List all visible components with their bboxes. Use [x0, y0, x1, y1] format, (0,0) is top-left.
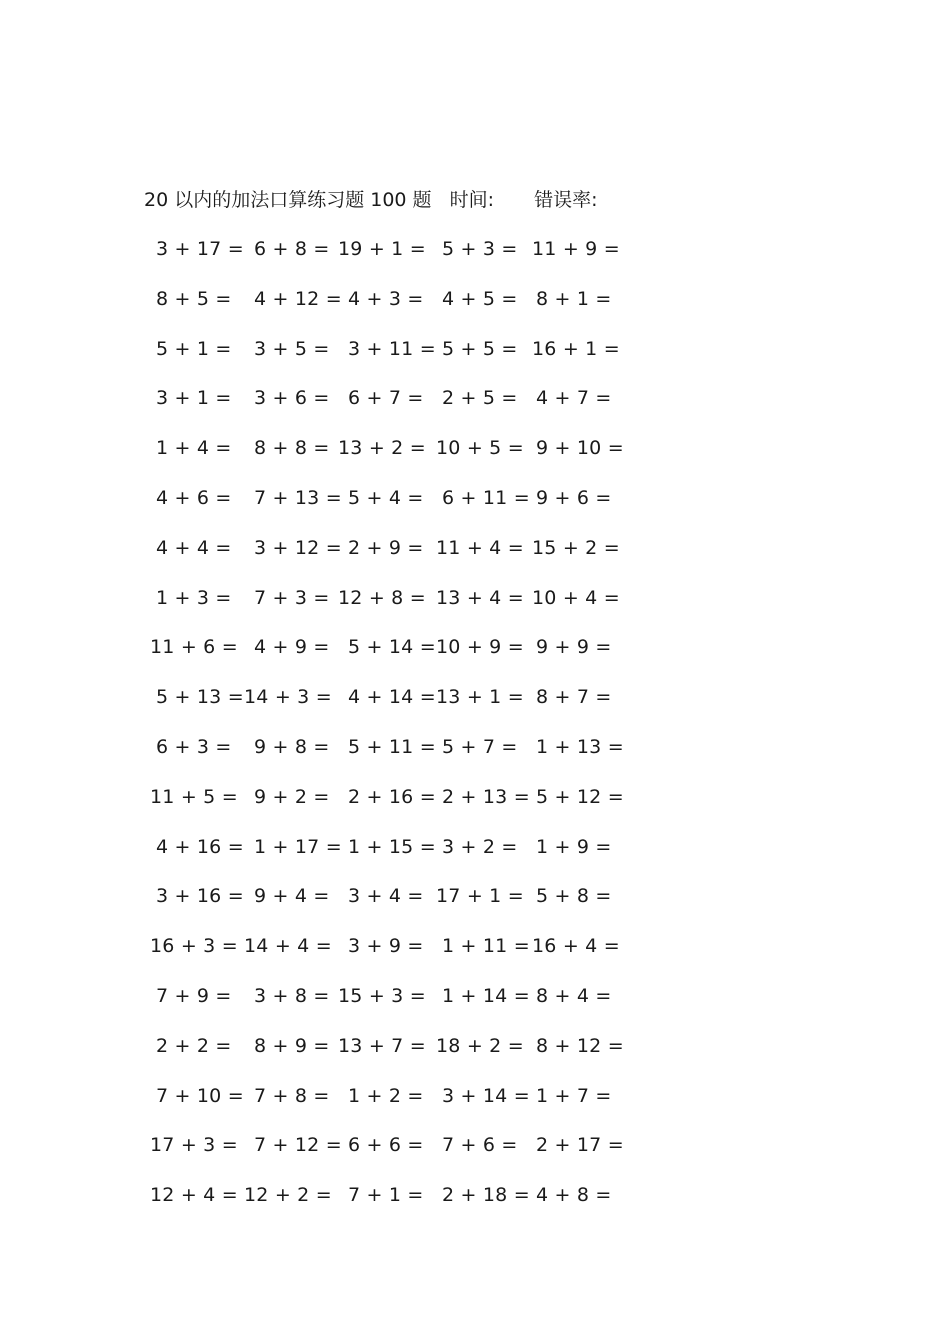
problem-item: 3 + 6 =	[254, 387, 330, 410]
problem-item: 2 + 17 =	[536, 1134, 624, 1157]
problem-row	[0, 782, 950, 812]
problem-item: 1 + 7 =	[536, 1084, 612, 1107]
time-label: 时间:	[449, 189, 495, 211]
problem-item: 4 + 3 =	[348, 287, 424, 310]
problem-item: 1 + 17 =	[254, 835, 342, 858]
problem-item: 17 + 3 =	[150, 1134, 238, 1157]
problem-item: 1 + 15 =	[348, 835, 436, 858]
problem-item: 1 + 13 =	[536, 736, 624, 758]
problem-item: 13 + 2 =	[338, 437, 426, 460]
problem-item: 2 + 2 =	[156, 1034, 232, 1057]
problem-item: 5 + 4 =	[348, 487, 424, 509]
problem-item: 2 + 16 =	[348, 785, 436, 808]
problem-item: 6 + 3 =	[156, 736, 232, 758]
problem-item: 13 + 1 =	[436, 686, 524, 709]
problem-item: 13 + 4 =	[436, 586, 524, 609]
problem-item: 10 + 4 =	[532, 586, 620, 609]
problem-item: 9 + 8 =	[254, 736, 330, 758]
problem-item: 3 + 14 =	[442, 1084, 530, 1107]
problem-item: 7 + 6 =	[442, 1134, 518, 1157]
problem-item: 8 + 12 =	[536, 1034, 624, 1057]
problem-row	[0, 682, 950, 712]
problem-item: 12 + 4 =	[150, 1184, 238, 1207]
problem-row	[0, 483, 950, 513]
problem-item: 8 + 8 =	[254, 437, 330, 460]
problem-item: 4 + 8 =	[536, 1184, 612, 1207]
problem-item: 5 + 8 =	[536, 885, 612, 908]
problem-item: 6 + 7 =	[348, 387, 424, 410]
problem-row	[0, 383, 950, 413]
problem-row	[0, 234, 950, 264]
problem-item: 1 + 2 =	[348, 1084, 424, 1107]
problem-row	[0, 533, 950, 563]
problem-item: 9 + 2 =	[254, 785, 330, 808]
problem-row	[0, 632, 950, 662]
problem-item: 1 + 11 =	[442, 935, 530, 958]
problem-item: 4 + 9 =	[254, 636, 330, 659]
problem-item: 5 + 11 =	[348, 736, 436, 758]
problem-row	[0, 284, 950, 314]
problem-item: 7 + 10 =	[156, 1084, 244, 1107]
problem-item: 13 + 7 =	[338, 1034, 426, 1057]
problem-item: 19 + 1 =	[338, 238, 426, 260]
problem-item: 7 + 8 =	[254, 1084, 330, 1107]
problem-item: 3 + 2 =	[442, 835, 518, 858]
problem-item: 17 + 1 =	[436, 885, 524, 908]
problem-item: 4 + 6 =	[156, 487, 232, 509]
problem-item: 9 + 4 =	[254, 885, 330, 908]
problem-item: 5 + 5 =	[442, 337, 518, 360]
problem-row	[0, 1180, 950, 1210]
problem-item: 4 + 4 =	[156, 536, 232, 559]
problem-item: 7 + 1 =	[348, 1184, 424, 1207]
problem-item: 18 + 2 =	[436, 1034, 524, 1057]
problem-item: 16 + 4 =	[532, 935, 620, 958]
problem-row	[0, 1130, 950, 1160]
problem-item: 9 + 6 =	[536, 487, 612, 509]
problem-item: 3 + 1 =	[156, 387, 232, 410]
problem-row	[0, 1081, 950, 1111]
problem-item: 6 + 6 =	[348, 1134, 424, 1157]
problem-item: 11 + 4 =	[436, 536, 524, 559]
problem-item: 9 + 10 =	[536, 437, 624, 460]
problem-item: 1 + 4 =	[156, 437, 232, 460]
problem-item: 3 + 12 =	[254, 536, 342, 559]
problem-item: 2 + 9 =	[348, 536, 424, 559]
problem-item: 4 + 14 =	[348, 686, 436, 709]
error-rate-label: 错误率:	[534, 189, 598, 211]
problem-item: 3 + 5 =	[254, 337, 330, 360]
problem-item: 1 + 14 =	[442, 985, 530, 1007]
problem-item: 3 + 11 =	[348, 337, 436, 360]
problem-item: 7 + 13 =	[254, 487, 342, 509]
problem-item: 4 + 7 =	[536, 387, 612, 410]
problem-item: 12 + 8 =	[338, 586, 426, 609]
problem-item: 15 + 3 =	[338, 985, 426, 1007]
problem-item: 7 + 12 =	[254, 1134, 342, 1157]
problem-row	[0, 881, 950, 911]
problem-item: 3 + 16 =	[156, 885, 244, 908]
problem-item: 7 + 9 =	[156, 985, 232, 1007]
problem-item: 1 + 9 =	[536, 835, 612, 858]
problem-item: 2 + 5 =	[442, 387, 518, 410]
problem-item: 6 + 11 =	[442, 487, 530, 509]
problem-item: 4 + 12 =	[254, 287, 342, 310]
problem-item: 12 + 2 =	[244, 1184, 332, 1207]
problem-row	[0, 732, 950, 762]
problem-item: 15 + 2 =	[532, 536, 620, 559]
problem-item: 9 + 9 =	[536, 636, 612, 659]
problem-item: 10 + 5 =	[436, 437, 524, 460]
problem-item: 11 + 6 =	[150, 636, 238, 659]
problem-row	[0, 334, 950, 364]
problem-item: 6 + 8 =	[254, 238, 330, 260]
problem-item: 10 + 9 =	[436, 636, 524, 659]
problem-row	[0, 931, 950, 961]
problem-item: 3 + 4 =	[348, 885, 424, 908]
problem-item: 8 + 7 =	[536, 686, 612, 709]
problem-item: 7 + 3 =	[254, 586, 330, 609]
problem-item: 3 + 8 =	[254, 985, 330, 1007]
problem-item: 8 + 5 =	[156, 287, 232, 310]
problem-item: 5 + 14 =	[348, 636, 436, 659]
problem-item: 3 + 9 =	[348, 935, 424, 958]
problem-item: 2 + 13 =	[442, 785, 530, 808]
problem-item: 5 + 13 =	[156, 686, 244, 709]
problem-item: 16 + 3 =	[150, 935, 238, 958]
problem-row	[0, 832, 950, 862]
problem-row	[0, 583, 950, 613]
problem-item: 3 + 17 =	[156, 238, 244, 260]
problem-item: 11 + 5 =	[150, 785, 238, 808]
problem-item: 2 + 18 =	[442, 1184, 530, 1207]
problem-item: 5 + 7 =	[442, 736, 518, 758]
problem-item: 8 + 9 =	[254, 1034, 330, 1057]
problem-item: 5 + 1 =	[156, 337, 232, 360]
problem-row	[0, 433, 950, 463]
problem-row	[0, 981, 950, 1011]
problem-item: 8 + 4 =	[536, 985, 612, 1007]
problem-item: 5 + 12 =	[536, 785, 624, 808]
problem-row	[0, 1031, 950, 1061]
worksheet-title: 20 以内的加法口算练习题 100 题	[144, 189, 432, 211]
problem-item: 14 + 4 =	[244, 935, 332, 958]
problem-item: 8 + 1 =	[536, 287, 612, 310]
problem-item: 4 + 16 =	[156, 835, 244, 858]
problem-item: 1 + 3 =	[156, 586, 232, 609]
problem-item: 4 + 5 =	[442, 287, 518, 310]
problem-item: 11 + 9 =	[532, 238, 620, 260]
problem-item: 14 + 3 =	[244, 686, 332, 709]
problem-item: 5 + 3 =	[442, 238, 518, 260]
problem-item: 16 + 1 =	[532, 337, 620, 360]
